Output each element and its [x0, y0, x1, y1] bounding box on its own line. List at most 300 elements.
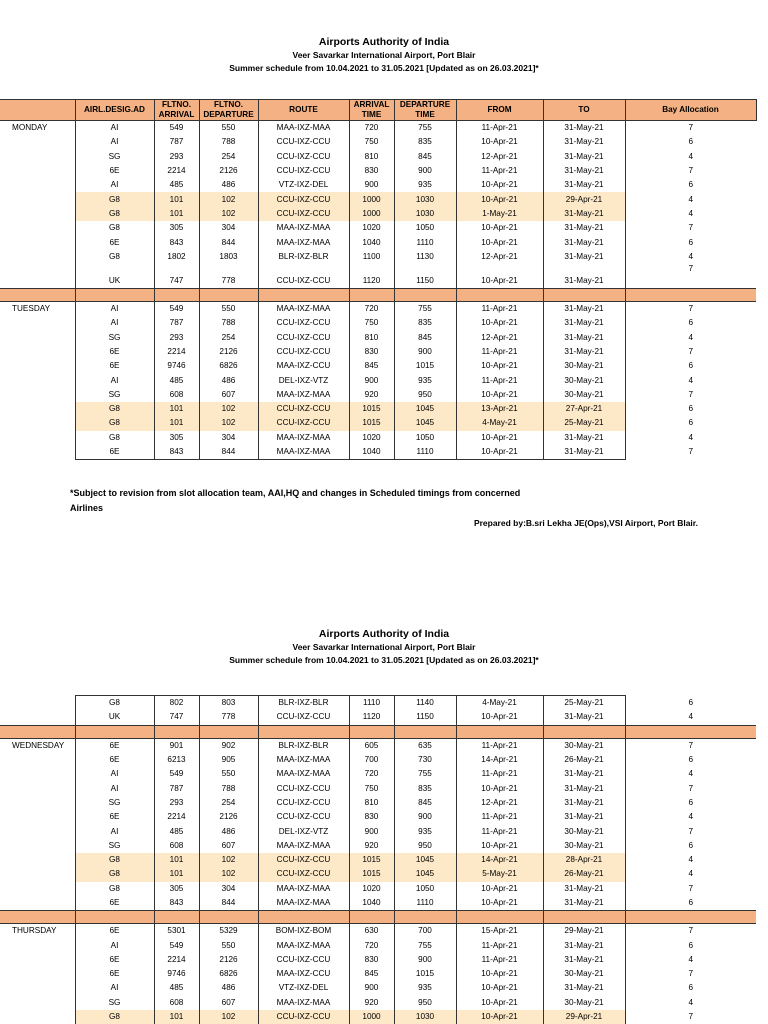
bay-allocation-cell: 6: [688, 237, 694, 247]
to-date-cell: 31-May-21: [543, 796, 625, 810]
table-row: [0, 896, 756, 911]
day-label: WEDNESDAY: [12, 740, 65, 750]
airline-cell: 6E: [75, 967, 154, 981]
arrival-time-cell: 1000: [349, 207, 394, 221]
table-row: [0, 767, 756, 781]
from-date-cell: 12-Apr-21: [456, 250, 543, 264]
to-date-cell: 31-May-21: [543, 781, 625, 795]
bay-allocation-cell: 4: [688, 251, 694, 261]
arrival-time-cell: 750: [349, 781, 394, 795]
bay-allocation-cell: 6: [688, 404, 694, 414]
arrival-time-cell: 720: [349, 121, 394, 136]
table-row: [0, 316, 756, 330]
bay-allocation-cell: 4: [688, 151, 694, 161]
airline-cell: SG: [75, 388, 154, 402]
day-cell: [0, 882, 75, 896]
from-date-cell: 11-Apr-21: [456, 738, 543, 753]
arrival-time-cell: 1120: [349, 710, 394, 725]
route-cell: CCU-IXZ-CCU: [258, 953, 349, 967]
from-date-cell: 10-Apr-21: [456, 178, 543, 192]
from-date-cell: 14-Apr-21: [456, 753, 543, 767]
flight-arrival-cell: 6213: [154, 753, 199, 767]
flight-arrival-cell: 101: [154, 853, 199, 867]
day-col-header: [0, 100, 75, 121]
bay-allocation-cell: 4: [688, 432, 694, 442]
bay-allocation-cell: 7: [688, 447, 694, 457]
airline-cell: SG: [75, 796, 154, 810]
airline-cell: 6E: [75, 953, 154, 967]
page2-schedule-table: [0, 695, 756, 1024]
bay-allocation-cell: 4: [688, 855, 694, 865]
flight-arrival-cell: 5301: [154, 924, 199, 939]
route-cell: MAA-IXZ-MAA: [258, 235, 349, 249]
bay-allocation-cell: 4: [688, 869, 694, 879]
arrival-time-cell: 1110: [349, 696, 394, 711]
flight-arrival-cell: 485: [154, 373, 199, 387]
table-row: [0, 753, 756, 767]
to-date-cell: 30-May-21: [543, 824, 625, 838]
bay-allocation-cell: 6: [688, 418, 694, 428]
airline-cell: G8: [75, 207, 154, 221]
airline-cell: 6E: [75, 445, 154, 460]
route-cell: CCU-IXZ-CCU: [258, 853, 349, 867]
route-cell: CCU-IXZ-CCU: [258, 1010, 349, 1024]
airline-cell: 6E: [75, 164, 154, 178]
arrival-time-cell: 720: [349, 301, 394, 316]
table-row: [0, 150, 756, 164]
arrival-time-cell: 605: [349, 738, 394, 753]
flight-departure-cell: 102: [199, 207, 258, 221]
day-cell: [0, 431, 75, 445]
bay-allocation-cell: 7: [688, 166, 694, 176]
arrival-time-cell: 1040: [349, 445, 394, 460]
table-row: [0, 431, 756, 445]
to-date-cell: 31-May-21: [543, 164, 625, 178]
from-date-cell: 10-Apr-21: [456, 359, 543, 373]
departure-time-cell: 900: [394, 164, 456, 178]
arrival-time-cell: 750: [349, 135, 394, 149]
route-cell: CCU-IXZ-CCU: [258, 150, 349, 164]
departure-time-cell: 845: [394, 331, 456, 345]
flight-arrival-cell: 747: [154, 710, 199, 725]
to-date-cell: 26-May-21: [543, 867, 625, 881]
departure-time-cell: 1130: [394, 250, 456, 264]
airline-cell: G8: [75, 416, 154, 430]
flight-departure-cell: 102: [199, 853, 258, 867]
table-row: [0, 924, 756, 939]
from-date-cell: 11-Apr-21: [456, 824, 543, 838]
bay-allocation-cell: 4: [688, 375, 694, 385]
bay-allocation-cell: 4: [688, 332, 694, 342]
from-date-cell: 5-May-21: [456, 867, 543, 881]
departure-time-cell: 835: [394, 781, 456, 795]
arrival-time-col-header: ARRIVAL TIME: [349, 100, 394, 121]
flight-departure-cell: 102: [199, 402, 258, 416]
bay-allocation-cell: 6: [688, 797, 694, 807]
to-date-cell: 31-May-21: [543, 981, 625, 995]
flt-arrival-col-header: FLTNO. ARRIVAL: [154, 100, 199, 121]
day-cell: [0, 316, 75, 330]
table-row: [0, 221, 756, 235]
from-date-cell: 1-May-21: [456, 207, 543, 221]
route-cell: MAA-IXZ-MAA: [258, 767, 349, 781]
route-cell: CCU-IXZ-CCU: [258, 331, 349, 345]
airline-cell: AI: [75, 135, 154, 149]
departure-time-cell: 1045: [394, 402, 456, 416]
arrival-time-cell: 920: [349, 388, 394, 402]
departure-time-cell: 1015: [394, 359, 456, 373]
arrival-time-cell: 720: [349, 767, 394, 781]
departure-time-cell: 900: [394, 810, 456, 824]
day-label: THURSDAY: [12, 926, 57, 936]
airline-cell: G8: [75, 221, 154, 235]
from-date-cell: 4-May-21: [456, 416, 543, 430]
airline-cell: AI: [75, 938, 154, 952]
flight-arrival-cell: 2214: [154, 810, 199, 824]
day-cell: [0, 388, 75, 402]
departure-time-cell: 1030: [394, 207, 456, 221]
airline-cell: G8: [75, 192, 154, 206]
flight-departure-cell: 6826: [199, 359, 258, 373]
arrival-time-cell: 1120: [349, 264, 394, 289]
to-date-cell: 31-May-21: [543, 431, 625, 445]
flight-arrival-cell: 1802: [154, 250, 199, 264]
route-cell: MAA-IXZ-MAA: [258, 121, 349, 136]
from-date-cell: 12-Apr-21: [456, 796, 543, 810]
airline-cell: 6E: [75, 359, 154, 373]
from-date-cell: 14-Apr-21: [456, 853, 543, 867]
departure-time-cell: 935: [394, 373, 456, 387]
table-row: [0, 388, 756, 402]
table-row: [0, 853, 756, 867]
flight-departure-cell: 304: [199, 882, 258, 896]
departure-time-cell: 1045: [394, 416, 456, 430]
to-date-cell: 31-May-21: [543, 150, 625, 164]
day-cell: [0, 345, 75, 359]
to-date-cell: 30-May-21: [543, 359, 625, 373]
bay-allocation-cell: 7: [688, 969, 694, 979]
route-cell: CCU-IXZ-CCU: [258, 867, 349, 881]
flight-arrival-cell: 608: [154, 388, 199, 402]
flight-arrival-cell: 305: [154, 221, 199, 235]
arrival-time-cell: 1015: [349, 853, 394, 867]
flight-arrival-cell: 485: [154, 178, 199, 192]
departure-time-cell: 845: [394, 796, 456, 810]
from-date-cell: 12-Apr-21: [456, 150, 543, 164]
flight-arrival-cell: 485: [154, 981, 199, 995]
day-cell: [0, 359, 75, 373]
day-label: MONDAY: [12, 123, 48, 133]
table-row: [0, 345, 756, 359]
bay-allocation-cell: 4: [688, 812, 694, 822]
day-cell: [0, 967, 75, 981]
day-cell: [0, 796, 75, 810]
flight-arrival-cell: 101: [154, 192, 199, 206]
day-separator: [0, 725, 756, 738]
day-separator: [0, 911, 756, 924]
table-row: [0, 824, 756, 838]
flight-departure-cell: 788: [199, 781, 258, 795]
airline-cell: G8: [75, 853, 154, 867]
route-cell: CCU-IXZ-CCU: [258, 710, 349, 725]
airline-cell: G8: [75, 867, 154, 881]
departure-time-cell: 900: [394, 953, 456, 967]
bay-allocation-cell: 6: [688, 898, 694, 907]
flight-arrival-cell: 101: [154, 402, 199, 416]
flight-departure-cell: 2126: [199, 953, 258, 967]
departure-time-cell: 755: [394, 767, 456, 781]
airline-cell: AI: [75, 373, 154, 387]
day-cell: [0, 192, 75, 206]
table-row: [0, 710, 756, 725]
bay-allocation-cell: 6: [688, 318, 694, 328]
bay-allocation-cell: 7: [688, 347, 694, 356]
day-separator: [0, 288, 756, 301]
day-cell: [0, 164, 75, 178]
flight-arrival-cell: 843: [154, 445, 199, 460]
table-row: [0, 121, 756, 136]
flight-departure-cell: 550: [199, 938, 258, 952]
flight-arrival-cell: 549: [154, 938, 199, 952]
page2-org-title: Airports Authority of India: [318, 628, 450, 640]
day-cell: [0, 250, 75, 264]
departure-time-cell: 700: [394, 924, 456, 939]
arrival-time-cell: 750: [349, 316, 394, 330]
bay-allocation-cell: 7: [688, 389, 694, 399]
bay-allocation-cell: 6: [688, 137, 694, 147]
departure-time-cell: 1045: [394, 853, 456, 867]
bay-allocation-cell: 4: [688, 208, 694, 218]
flight-arrival-cell: 9746: [154, 967, 199, 981]
departure-time-cell: 755: [394, 938, 456, 952]
flight-arrival-cell: 802: [154, 696, 199, 711]
day-cell: [0, 996, 75, 1010]
route-cell: CCU-IXZ-CCU: [258, 796, 349, 810]
arrival-time-cell: 830: [349, 953, 394, 967]
arrival-time-cell: 1015: [349, 416, 394, 430]
flight-departure-cell: 486: [199, 373, 258, 387]
table-row: [0, 207, 756, 221]
from-date-cell: 10-Apr-21: [456, 967, 543, 981]
day-cell: [0, 150, 75, 164]
from-date-cell: 10-Apr-21: [456, 316, 543, 330]
bay-allocation-cell: 4: [688, 954, 694, 964]
flight-arrival-cell: 608: [154, 996, 199, 1010]
departure-time-cell: 1140: [394, 696, 456, 711]
departure-time-cell: 1030: [394, 192, 456, 206]
day-cell: [0, 867, 75, 881]
arrival-time-cell: 1020: [349, 431, 394, 445]
to-date-cell: 31-May-21: [543, 896, 625, 911]
flt-departure-col-header: FLTNO. DEPARTURE: [199, 100, 258, 121]
route-cell: MAA-IXZ-MAA: [258, 882, 349, 896]
table-row: [0, 882, 756, 896]
flight-arrival-cell: 101: [154, 416, 199, 430]
arrival-time-cell: 1040: [349, 235, 394, 249]
day-cell: [0, 135, 75, 149]
to-date-cell: 31-May-21: [543, 121, 625, 136]
to-date-cell: 31-May-21: [543, 250, 625, 264]
flight-arrival-cell: 293: [154, 150, 199, 164]
flight-arrival-cell: 2214: [154, 953, 199, 967]
airline-cell: SG: [75, 150, 154, 164]
from-date-cell: 10-Apr-21: [456, 710, 543, 725]
departure-time-cell: 1030: [394, 1010, 456, 1024]
day-cell: [0, 896, 75, 911]
from-date-cell: 10-Apr-21: [456, 839, 543, 853]
departure-time-cell: 935: [394, 981, 456, 995]
flight-departure-cell: 902: [199, 738, 258, 753]
flight-departure-cell: 803: [199, 696, 258, 711]
departure-time-cell: 950: [394, 839, 456, 853]
day-cell: [0, 753, 75, 767]
from-date-cell: 10-Apr-21: [456, 388, 543, 402]
bay-allocation-cell: 7: [688, 123, 694, 133]
arrival-time-cell: 1015: [349, 402, 394, 416]
flight-departure-cell: 550: [199, 121, 258, 136]
arrival-time-cell: 845: [349, 967, 394, 981]
arrival-time-cell: 1000: [349, 192, 394, 206]
departure-time-cell: 1050: [394, 221, 456, 235]
flight-departure-cell: 550: [199, 767, 258, 781]
arrival-time-cell: 630: [349, 924, 394, 939]
day-cell: [0, 938, 75, 952]
flight-departure-cell: 788: [199, 135, 258, 149]
arrival-time-cell: 1020: [349, 882, 394, 896]
table-row: [0, 996, 756, 1010]
airline-col-header: AIRL.DESIG.AD: [75, 100, 154, 121]
from-date-cell: 12-Apr-21: [456, 331, 543, 345]
day-cell: [0, 696, 75, 711]
route-cell: CCU-IXZ-CCU: [258, 192, 349, 206]
to-date-cell: 25-May-21: [543, 416, 625, 430]
flight-arrival-cell: 787: [154, 135, 199, 149]
table-row: [0, 796, 756, 810]
bay-allocation-cell: 7: [688, 1012, 694, 1022]
to-date-cell: 31-May-21: [543, 135, 625, 149]
flight-arrival-cell: 485: [154, 824, 199, 838]
airline-cell: SG: [75, 996, 154, 1010]
airline-cell: SG: [75, 331, 154, 345]
departure-time-col-header: DEPARTURE TIME: [394, 100, 456, 121]
airline-cell: 6E: [75, 738, 154, 753]
page2-airport-name: Veer Savarkar International Airport, Port Blair: [292, 642, 476, 652]
flight-arrival-cell: 2214: [154, 164, 199, 178]
to-date-cell: 30-May-21: [543, 996, 625, 1010]
bay-allocation-cell: 6: [688, 840, 694, 850]
bay-allocation-cell: 6: [688, 940, 694, 950]
day-cell: [0, 981, 75, 995]
bay-allocation-cell: 6: [688, 983, 694, 993]
table-header-row: [0, 100, 756, 121]
airline-cell: 6E: [75, 345, 154, 359]
arrival-time-cell: 1020: [349, 221, 394, 235]
page1-org-title: Airports Authority of India: [318, 36, 450, 48]
arrival-time-cell: 1015: [349, 867, 394, 881]
departure-time-cell: 950: [394, 388, 456, 402]
to-date-cell: 29-Apr-21: [543, 1010, 625, 1024]
day-cell: [0, 839, 75, 853]
route-cell: MAA-IXZ-MAA: [258, 896, 349, 911]
to-date-cell: 31-May-21: [543, 953, 625, 967]
bay-allocation-cell: 7: [688, 304, 694, 314]
from-date-cell: 10-Apr-21: [456, 192, 543, 206]
route-cell: VTZ-IXZ-DEL: [258, 981, 349, 995]
departure-time-cell: 845: [394, 150, 456, 164]
bay-allocation-cell: 7: [688, 826, 694, 836]
table-row: [0, 301, 756, 316]
flight-arrival-cell: 747: [154, 264, 199, 289]
table-row: [0, 1010, 756, 1024]
from-date-cell: 10-Apr-21: [456, 981, 543, 995]
flight-arrival-cell: 2214: [154, 345, 199, 359]
from-date-cell: 10-Apr-21: [456, 896, 543, 911]
flight-departure-cell: 905: [199, 753, 258, 767]
flight-arrival-cell: 901: [154, 738, 199, 753]
route-cell: MAA-IXZ-MAA: [258, 938, 349, 952]
to-date-cell: 31-May-21: [543, 178, 625, 192]
flight-departure-cell: 607: [199, 388, 258, 402]
flight-arrival-cell: 293: [154, 796, 199, 810]
route-cell: CCU-IXZ-CCU: [258, 810, 349, 824]
airline-cell: SG: [75, 839, 154, 853]
to-date-cell: 31-May-21: [543, 235, 625, 249]
flight-arrival-cell: 293: [154, 331, 199, 345]
flight-arrival-cell: 305: [154, 431, 199, 445]
route-cell: BLR-IXZ-BLR: [258, 250, 349, 264]
flight-arrival-cell: 843: [154, 235, 199, 249]
to-date-cell: 31-May-21: [543, 264, 625, 289]
page2-schedule-subtitle: Summer schedule from 10.04.2021 to 31.05.2021 [Updated as on 26.03.2021]*: [229, 655, 539, 665]
route-cell: CCU-IXZ-CCU: [258, 781, 349, 795]
arrival-time-cell: 720: [349, 938, 394, 952]
flight-departure-cell: 102: [199, 1010, 258, 1024]
flight-arrival-cell: 101: [154, 867, 199, 881]
flight-departure-cell: 486: [199, 981, 258, 995]
from-date-cell: 10-Apr-21: [456, 431, 543, 445]
airline-cell: 6E: [75, 235, 154, 249]
to-date-cell: 31-May-21: [543, 810, 625, 824]
day-cell: [0, 235, 75, 249]
table-row: [0, 981, 756, 995]
flight-departure-cell: 844: [199, 445, 258, 460]
table-row: [0, 135, 756, 149]
table-row: [0, 867, 756, 881]
arrival-time-cell: 900: [349, 178, 394, 192]
flight-arrival-cell: 305: [154, 882, 199, 896]
day-cell: [0, 767, 75, 781]
from-date-cell: 10-Apr-21: [456, 781, 543, 795]
day-cell: [0, 824, 75, 838]
to-date-cell: 31-May-21: [543, 221, 625, 235]
arrival-time-cell: 830: [349, 345, 394, 359]
route-col-header: ROUTE: [258, 100, 349, 121]
to-date-cell: 26-May-21: [543, 753, 625, 767]
flight-departure-cell: 6826: [199, 967, 258, 981]
airline-cell: 6E: [75, 924, 154, 939]
to-date-cell: 31-May-21: [543, 345, 625, 359]
flight-departure-cell: 788: [199, 316, 258, 330]
from-date-cell: 10-Apr-21: [456, 235, 543, 249]
bay-allocation-cell: 7: [688, 223, 694, 233]
route-cell: MAA-IXZ-CCU: [258, 967, 349, 981]
route-cell: VTZ-IXZ-DEL: [258, 178, 349, 192]
departure-time-cell: 835: [394, 316, 456, 330]
airline-cell: AI: [75, 301, 154, 316]
departure-time-cell: 835: [394, 135, 456, 149]
airline-cell: G8: [75, 696, 154, 711]
flight-departure-cell: 607: [199, 996, 258, 1010]
